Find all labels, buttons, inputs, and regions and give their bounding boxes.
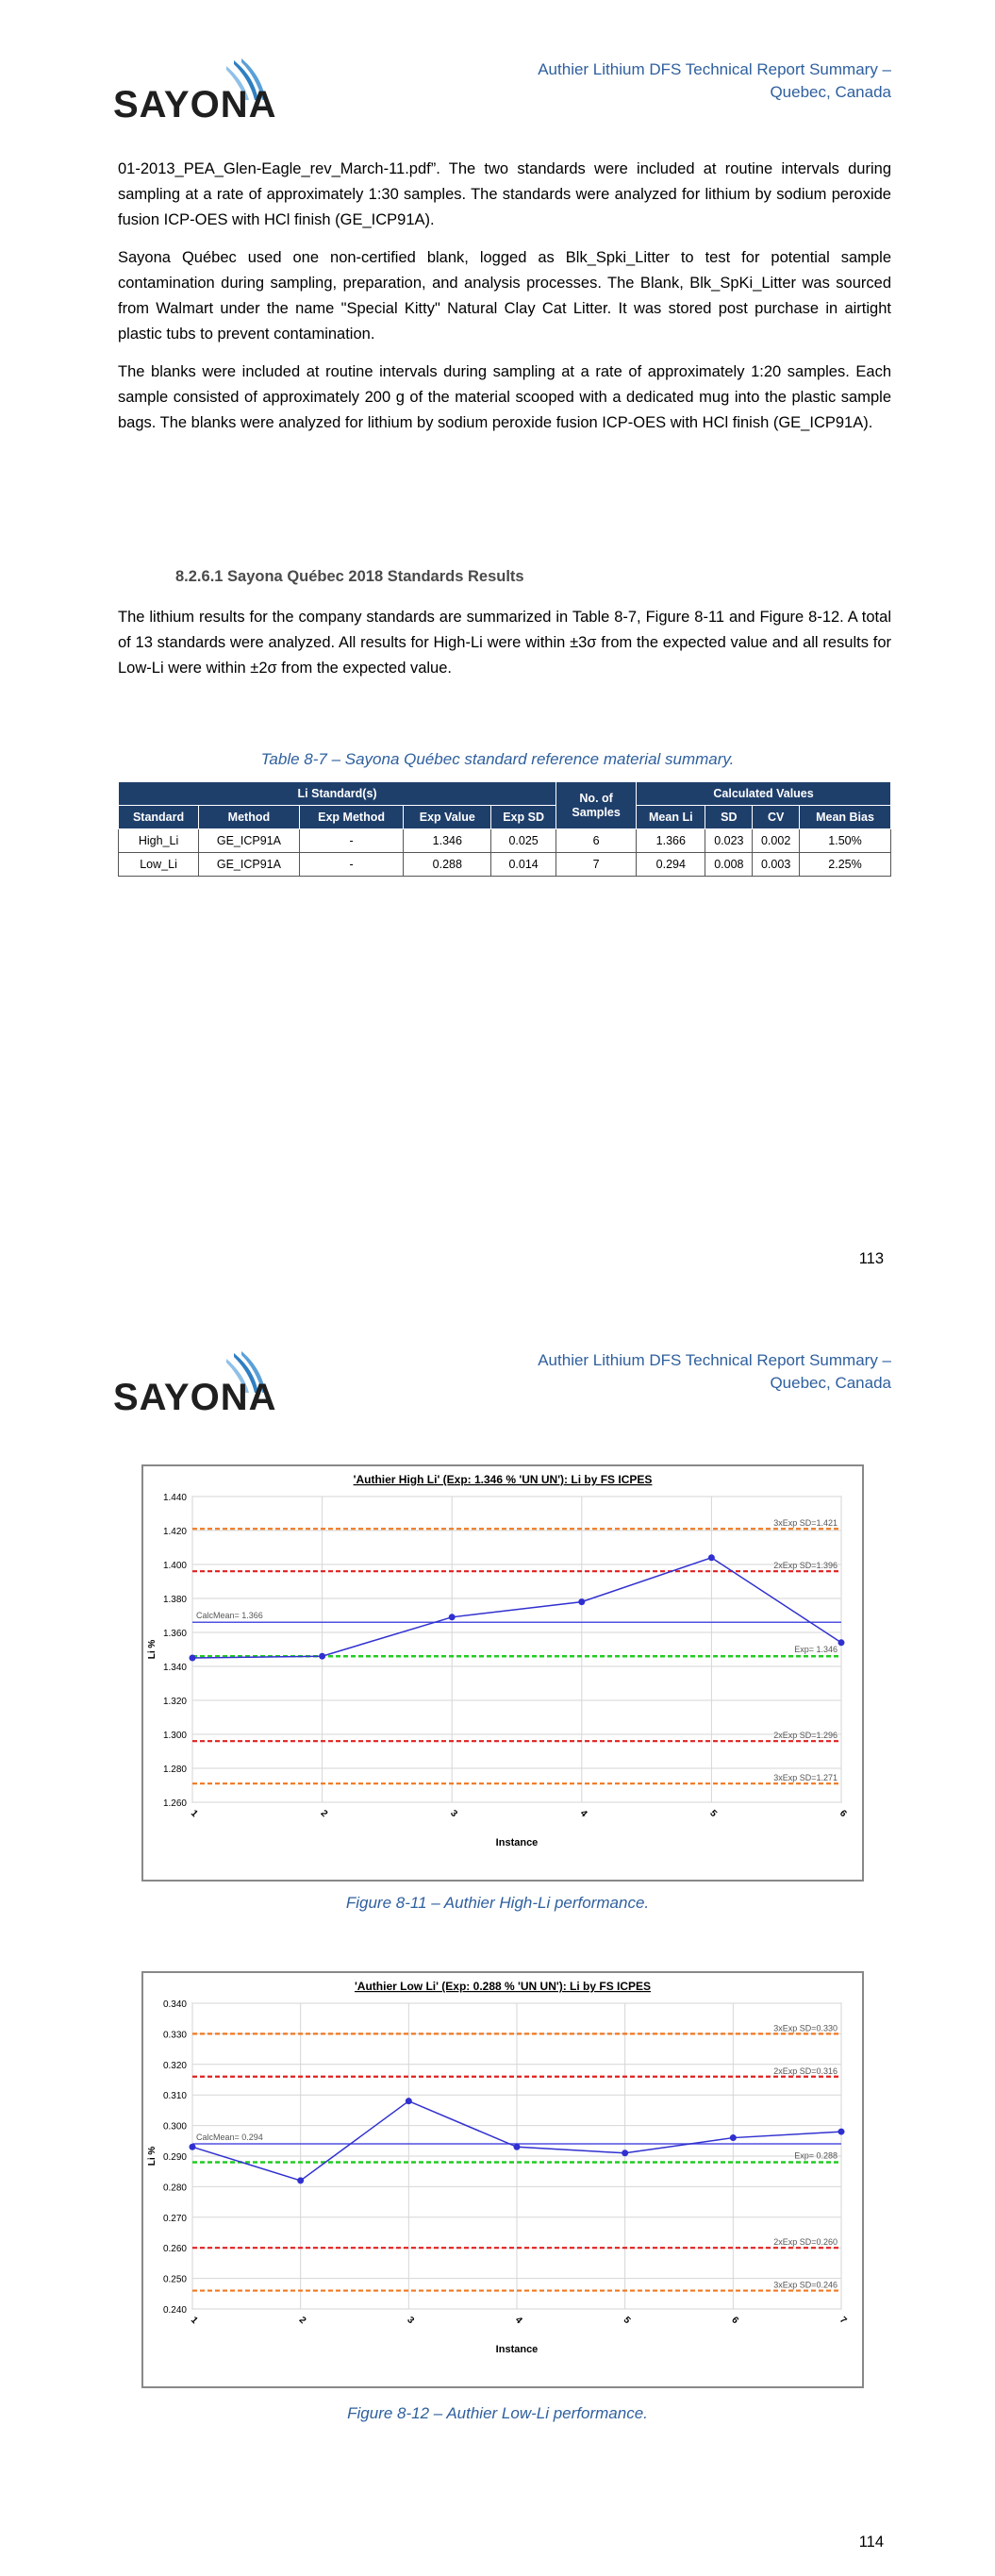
- x-tick-label: 7: [837, 2315, 849, 2327]
- reference-label-sd3: 3xExp SD=0.246: [773, 2280, 837, 2290]
- standards-summary-table: [118, 781, 891, 877]
- column-header: Exp Method: [299, 806, 404, 829]
- table-cell: 1.50%: [800, 829, 891, 853]
- reference-label-sd3: 3xExp SD=0.330: [773, 2023, 837, 2033]
- paragraph-blank: Sayona Québec used one non-certified blank, logged as Blk_Spki_Litter to test for potential sample contamination during sampling, preparation, and analysis processes. The Blank, Blk_SpKi_Litter was sourced from Walmart under the name "Special Kitty" Natural Clay Cat Litter. It was stored post purchase in airtight plastic tubs to prevent contamination.: [118, 249, 891, 343]
- table-cell: -: [299, 829, 404, 853]
- reference-label-sd3: 3xExp SD=1.271: [773, 1773, 837, 1783]
- table-cell: 0.014: [491, 853, 556, 877]
- y-axis-label: Li %: [147, 1639, 158, 1660]
- column-header: Mean Li: [637, 806, 705, 829]
- table-cell: 0.008: [705, 853, 753, 877]
- y-tick-label: 1.280: [162, 1765, 187, 1775]
- y-tick-label: 0.240: [162, 2305, 187, 2316]
- chart-low-li-svg: [143, 1973, 862, 2386]
- x-tick-label: 1: [188, 2315, 200, 2327]
- page-number: 113: [858, 1250, 884, 1267]
- y-tick-label: 1.320: [162, 1697, 187, 1707]
- chart-low-li: [141, 1971, 864, 2388]
- column-header: CV: [753, 806, 800, 829]
- report-header: [538, 59, 891, 104]
- table-cell: 0.025: [491, 829, 556, 853]
- x-tick-label: 3: [448, 1808, 459, 1820]
- y-tick-label: 1.340: [162, 1663, 187, 1673]
- column-header: Exp Value: [404, 806, 491, 829]
- y-tick-label: 0.280: [162, 2183, 187, 2194]
- data-point: [406, 2098, 412, 2104]
- chart-title: 'Authier High Li' (Exp: 1.346 % 'UN UN'): Li by FS ICPES: [353, 1473, 653, 1486]
- data-point: [514, 2144, 521, 2150]
- report-header: [538, 1349, 891, 1395]
- table-cell: 0.003: [753, 853, 800, 877]
- y-tick-label: 0.310: [162, 2091, 187, 2102]
- x-axis-label: Instance: [495, 1837, 539, 1848]
- y-tick-label: 0.330: [162, 2030, 187, 2041]
- header-title-line1: Authier Lithium DFS Technical Report Summary –: [538, 1351, 891, 1369]
- table-cell: 1.346: [404, 829, 491, 853]
- chart-high-li: [141, 1464, 864, 1882]
- y-tick-label: 1.360: [162, 1629, 187, 1639]
- sayona-logo: [113, 1349, 283, 1417]
- reference-label-mean: CalcMean= 0.294: [196, 2133, 263, 2143]
- y-axis-label: Li %: [147, 2146, 158, 2166]
- x-tick-label: 2: [318, 1808, 330, 1820]
- reference-label-sd2: 2xExp SD=1.296: [773, 1731, 837, 1741]
- table-cell: 1.366: [637, 829, 705, 853]
- x-tick-label: 4: [512, 2315, 524, 2327]
- data-point: [622, 2149, 628, 2156]
- x-axis-label: Instance: [495, 2344, 539, 2355]
- table-column-header-row: [119, 806, 891, 829]
- column-header: Exp SD: [491, 806, 556, 829]
- y-tick-label: 1.260: [162, 1798, 187, 1809]
- reference-label-sd2: 2xExp SD=0.316: [773, 2066, 837, 2076]
- reference-label-exp: Exp= 1.346: [794, 1645, 837, 1655]
- group-header-calculated-values: Calculated Values: [637, 782, 891, 806]
- section-heading: 8.2.6.1 Sayona Québec 2018 Standards Results: [175, 568, 524, 585]
- reference-label-sd2: 2xExp SD=0.260: [773, 2237, 837, 2248]
- data-point: [838, 2129, 845, 2135]
- y-tick-label: 0.340: [162, 1999, 187, 2010]
- table-cell: 0.288: [404, 853, 491, 877]
- figure-caption-high-li: Figure 8-11 – Authier High-Li performance.: [345, 1894, 650, 1912]
- y-tick-label: 0.260: [162, 2244, 187, 2255]
- chart-high-li-svg: [143, 1466, 862, 1880]
- y-tick-label: 0.290: [162, 2152, 187, 2163]
- data-point: [297, 2177, 304, 2183]
- table-cell: GE_ICP91A: [199, 853, 300, 877]
- reference-label-mean: CalcMean= 1.366: [196, 1611, 263, 1621]
- column-header: Method: [199, 806, 300, 829]
- header-title-line1: Authier Lithium DFS Technical Report Summary –: [538, 60, 891, 78]
- y-tick-label: 0.320: [162, 2060, 187, 2071]
- table-cell: 2.25%: [800, 853, 891, 877]
- results-paragraph-block: [118, 605, 891, 694]
- page-number: 114: [858, 2534, 884, 2551]
- y-tick-label: 1.440: [162, 1493, 187, 1503]
- sayona-logo: [113, 57, 283, 125]
- paragraph-blank-rate: The blanks were included at routine intervals during sampling at a rate of approximately 1:20 samples. Each sample consisted of approximately 200 g of the material scooped with a dedicated mug into the plastic sample bags. The blanks were analyzed for lithium by sodium peroxide fusion ICP-OES with HCl finish (GE_ICP91A).: [118, 363, 891, 431]
- table-cell: 6: [556, 829, 637, 853]
- table-row: [119, 829, 891, 853]
- y-tick-label: 1.300: [162, 1731, 187, 1741]
- header-no-of-samples: No. of Samples: [556, 782, 637, 829]
- figure-caption-low-li: Figure 8-12 – Authier Low-Li performance.: [347, 2404, 648, 2422]
- data-point: [708, 1554, 715, 1561]
- table-caption: Table 8-7 – Sayona Québec standard reference material summary.: [260, 750, 735, 768]
- table-row: [119, 853, 891, 877]
- paragraph-results: The lithium results for the company standards are summarized in Table 8-7, Figure 8-11 and Figure 8-12. A total of 13 standards were analyzed. All results for High-Li were within ±3σ from the expected value and all results for Low-Li were within ±2σ from the expected value.: [118, 609, 891, 677]
- y-tick-label: 0.270: [162, 2213, 187, 2224]
- data-point: [730, 2134, 737, 2141]
- column-header: SD: [705, 806, 753, 829]
- data-point: [190, 2144, 196, 2150]
- x-tick-label: 2: [296, 2315, 308, 2327]
- column-header: Standard: [119, 806, 199, 829]
- table-cell: GE_ICP91A: [199, 829, 300, 853]
- y-tick-label: 1.400: [162, 1561, 187, 1571]
- table-cell: Low_Li: [119, 853, 199, 877]
- body-paragraphs: [118, 157, 891, 448]
- logo-wordmark: SAYONA: [113, 1377, 277, 1417]
- table-cell: High_Li: [119, 829, 199, 853]
- x-tick-label: 5: [621, 2315, 633, 2327]
- table-cell: 7: [556, 853, 637, 877]
- x-tick-label: 6: [837, 1808, 849, 1820]
- y-tick-label: 0.300: [162, 2121, 187, 2133]
- x-tick-label: 6: [729, 2315, 740, 2327]
- data-point: [190, 1655, 196, 1662]
- plot-area: [192, 1497, 841, 1802]
- data-point: [319, 1653, 325, 1660]
- header-title-line2: Quebec, Canada: [770, 83, 891, 101]
- y-tick-label: 0.250: [162, 2274, 187, 2285]
- header-title-line2: Quebec, Canada: [770, 1374, 891, 1392]
- y-tick-label: 1.380: [162, 1595, 187, 1605]
- table-cell: 0.294: [637, 853, 705, 877]
- column-header: Mean Bias: [800, 806, 891, 829]
- reference-label-exp: Exp= 0.288: [794, 2150, 837, 2161]
- group-header-li-standards: Li Standard(s): [119, 782, 556, 806]
- data-point: [578, 1598, 585, 1605]
- x-tick-label: 1: [188, 1808, 200, 1820]
- reference-label-sd2: 2xExp SD=1.396: [773, 1561, 837, 1571]
- table-cell: 0.002: [753, 829, 800, 853]
- x-tick-label: 4: [577, 1808, 589, 1820]
- y-tick-label: 1.420: [162, 1527, 187, 1537]
- x-tick-label: 3: [405, 2315, 416, 2327]
- paragraph-standards: 01-2013_PEA_Glen-Eagle_rev_March-11.pdf”. The two standards were included at routine intervals during sampling at a rate of approximately 1:30 samples. The standards were analyzed for lithium by sodium peroxide fusion ICP-OES with HCl finish (GE_ICP91A).: [118, 160, 891, 228]
- table-group-header-row: [119, 782, 891, 806]
- chart-title: 'Authier Low Li' (Exp: 0.288 % 'UN UN'): Li by FS ICPES: [354, 1980, 652, 1993]
- reference-label-sd3: 3xExp SD=1.421: [773, 1518, 837, 1529]
- table-cell: -: [299, 853, 404, 877]
- data-point: [838, 1639, 845, 1646]
- table-cell: 0.023: [705, 829, 753, 853]
- logo-wordmark: SAYONA: [113, 84, 277, 125]
- x-tick-label: 5: [707, 1808, 720, 1820]
- report-page-114: [0, 1307, 995, 2576]
- data-point: [449, 1614, 456, 1620]
